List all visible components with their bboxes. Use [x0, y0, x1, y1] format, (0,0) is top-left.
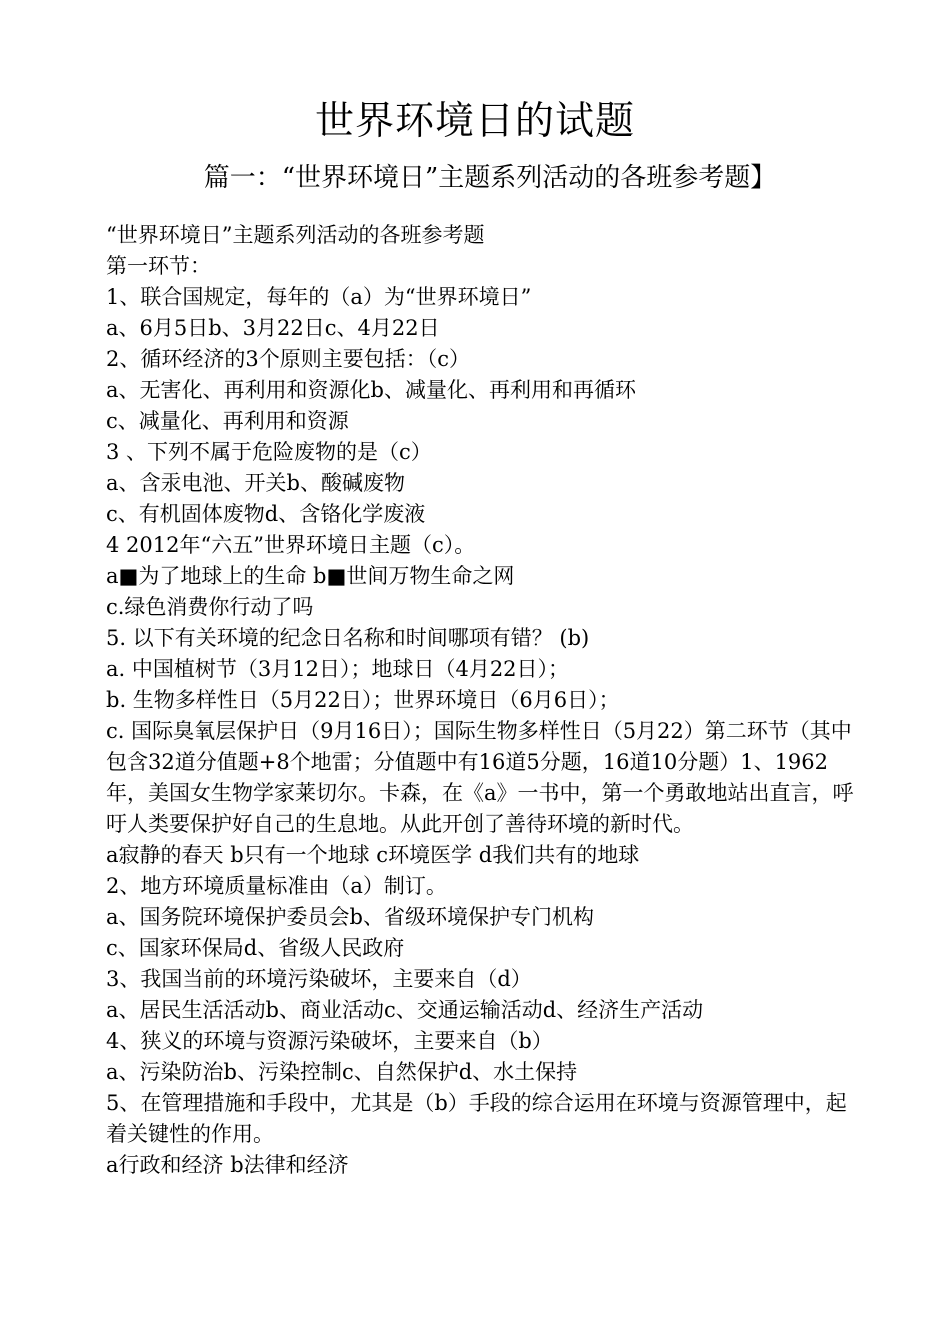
text-line: c、减量化、再利用和资源 [106, 409, 349, 433]
text-line: a、含汞电池、开关b、酸碱废物 [106, 471, 405, 495]
text-line: 1、联合国规定，每年的（a）为“世界环境日” [106, 285, 532, 309]
text-line: a行政和经济 b法律和经济 [106, 1153, 349, 1177]
text-line: a、6月5日b、3月22日c、4月22日 [106, 316, 440, 340]
text-line: 第一环节： [106, 254, 211, 278]
text-line: 5. 以下有关环境的纪念日名称和时间哪项有错？ (b) [106, 626, 590, 650]
text-line: 3、我国当前的环境污染破坏，主要来自（d） [106, 967, 532, 991]
text-line: 4 2012年“六五”世界环境日主题（c）。 [106, 533, 476, 557]
text-line: “世界环境日”主题系列活动的各班参考题 [106, 223, 485, 247]
text-line: 4、狭义的环境与资源污染破坏，主要来自（b） [106, 1029, 553, 1053]
text-line: a■为了地球上的生命 b■世间万物生命之网 [106, 564, 515, 588]
text-line: a、污染防治b、污染控制c、自然保护d、水土保持 [106, 1060, 578, 1084]
text-line: 2、地方环境质量标准由（a）制订。 [106, 874, 447, 898]
text-line: b. 生物多样性日（5月22日）；世界环境日（6月6日）； [106, 688, 620, 712]
text-line: a、无害化、再利用和资源化b、减量化、再利用和再循环 [106, 378, 636, 402]
text-paragraph: c. 国际臭氧层保护日（9月16日）；国际生物多样性日（5月22）第二环节（其中包含32道分值题+8个地雷；分值题中有16道5分题，16道10分题）1、1962年，美国女生物学家莱切尔。卡森，在《a》一书中，第一个勇敢地站出直言，呼吁人类要保护好自己的生息地。从此开创了善待环境的新时代。 [106, 719, 854, 836]
text-paragraph: 5、在管理措施和手段中，尤其是（b）手段的综合运用在环境与资源管理中，起着关键性的作用。 [106, 1091, 847, 1146]
text-line: 2、循环经济的3个原则主要包括：（c） [106, 347, 470, 371]
text-line: a、国务院环境保护委员会b、省级环境保护专门机构 [106, 905, 594, 929]
document-subtitle: 篇一：“世界环境日”主题系列活动的各班参考题】 [203, 163, 777, 193]
text-line: c、有机固体废物d、含铬化学废液 [106, 502, 426, 526]
text-line: c.绿色消费你行动了吗 [106, 595, 314, 619]
document-body [106, 220, 858, 1181]
text-line: a. 中国植树节（3月12日）；地球日（4月22日）； [106, 657, 570, 681]
text-line: 3 、下列不属于危险废物的是（c） [106, 440, 432, 464]
text-line: a寂静的春天 b只有一个地球 c环境医学 d我们共有的地球 [106, 843, 640, 867]
text-line: c、国家环保局d、省级人民政府 [106, 936, 405, 960]
document-title: 世界环境日的试题 [314, 99, 635, 144]
text-line: a、居民生活活动b、商业活动c、交通运输活动d、经济生产活动 [106, 998, 704, 1022]
